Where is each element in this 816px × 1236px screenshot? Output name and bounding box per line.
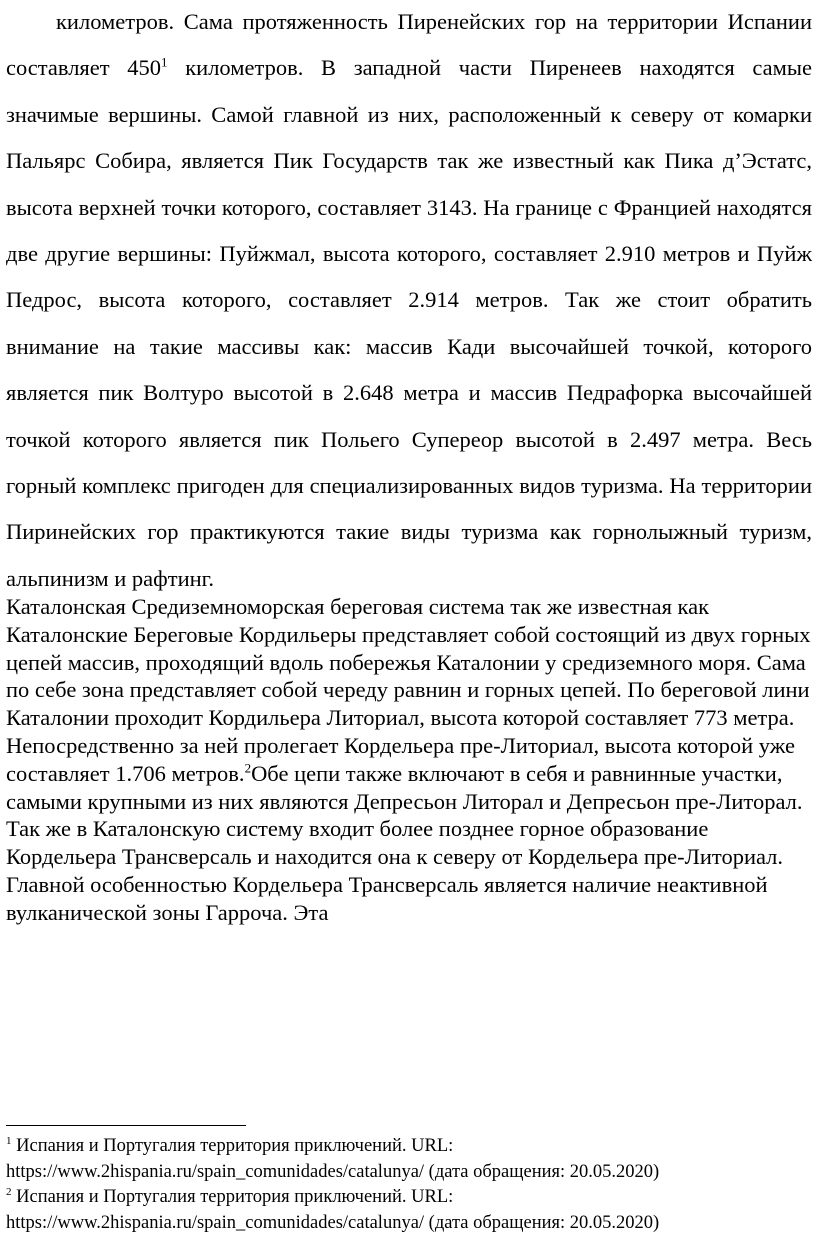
footnote-2-title: Испания и Португалия территория приключений. URL: <box>11 1187 454 1207</box>
footnote-reference-2[interactable]: 2 <box>244 760 252 776</box>
footnote-1-line-2 <box>6 1160 812 1186</box>
body-paragraph-2 <box>6 593 812 927</box>
footnotes-section <box>6 1134 812 1236</box>
footnote-2-line-1 <box>6 1185 812 1211</box>
footnote-reference-1[interactable]: 1 <box>161 54 168 70</box>
footnote-1-title: Испания и Португалия территория приключений. URL: <box>11 1136 454 1156</box>
footnote-2-line-2 <box>6 1211 812 1236</box>
paragraph-1-text-b: километров. В западной части Пиренеев находятся самые значимые вершины. Самой главной из них, расположенный к северу от комарки Пальярс Собира, является Пик Государств так же известный как Пика д’Эстатс, высота верхней точки которого, составляет 3143. На границе с Францией находятся две другие вершины: Пуйжмал, высота которого, составляет 2.910 метров и Пуйж Педрос, высота которого, составляет 2.914 метров. Так же стоит обратить внимание на такие массивы как: массив Кади высочайшей точкой, которого является пик Волтуро высотой в 2.648 метра и массив Педрафорка высочайшей точкой которого является пик Польего Супереор высотой в 2.497 метра. Весь горный комплекс пригоден для специализированных видов туризма. На территории Пиринейских гор практикуются такие виды туризма как горнолыжный туризм, альпинизм и рафтинг. <box>6 55 812 591</box>
footnote-2-link[interactable]: https://www.2hispania.ru/spain_comunidades/catalunya/ (дата обращения: 20.05.2020) <box>6 1212 660 1233</box>
body-paragraph-1 <box>6 0 812 602</box>
paragraph-2-text-a: Каталонская Средиземноморская береговая система так же известная как Каталонские Береговые Кордильеры представляет собой состоящий из двух горных цепей массив, проходящий вдоль побережья Каталонии у средиземного моря. Сама по себе зона представляет собой череду равнин и горных цепей. По береговой лини Каталонии проходит Кордильера Литориал, высота которой составляет 773 метра. Непосредственно за ней пролегает Кордельера пре-Литориал, высота которой уже составляет 1.706 метров. <box>6 594 811 786</box>
footnote-1-link[interactable]: https://www.2hispania.ru/spain_comunidades/catalunya/ (дата обращения: 20.05.2020) <box>6 1161 660 1182</box>
footnote-2-number: 2 <box>6 1185 12 1198</box>
paragraph-1-text-a: километров. Сама протяженность Пиренейских гор на территории Испании составляет 450 <box>6 9 812 81</box>
paragraph-2-text-b: Обе цепи также включают в себя и равнинные участки, самыми крупными из них являются Депресьон Литорал и Депресьон пре-Литорал. Так же в Каталонскую систему входит более позднее горное образование Кордельера Трансверсаль и находится она к северу от Кордельера пре-Литориал. Главной особенностью Кордельера Трансверсаль является наличие неактивной вулканической зоны Гарроча. Эта <box>6 760 803 925</box>
footnote-separator <box>6 1125 246 1126</box>
footnote-1-line-1 <box>6 1134 812 1160</box>
footnote-1-number: 1 <box>6 1134 12 1147</box>
